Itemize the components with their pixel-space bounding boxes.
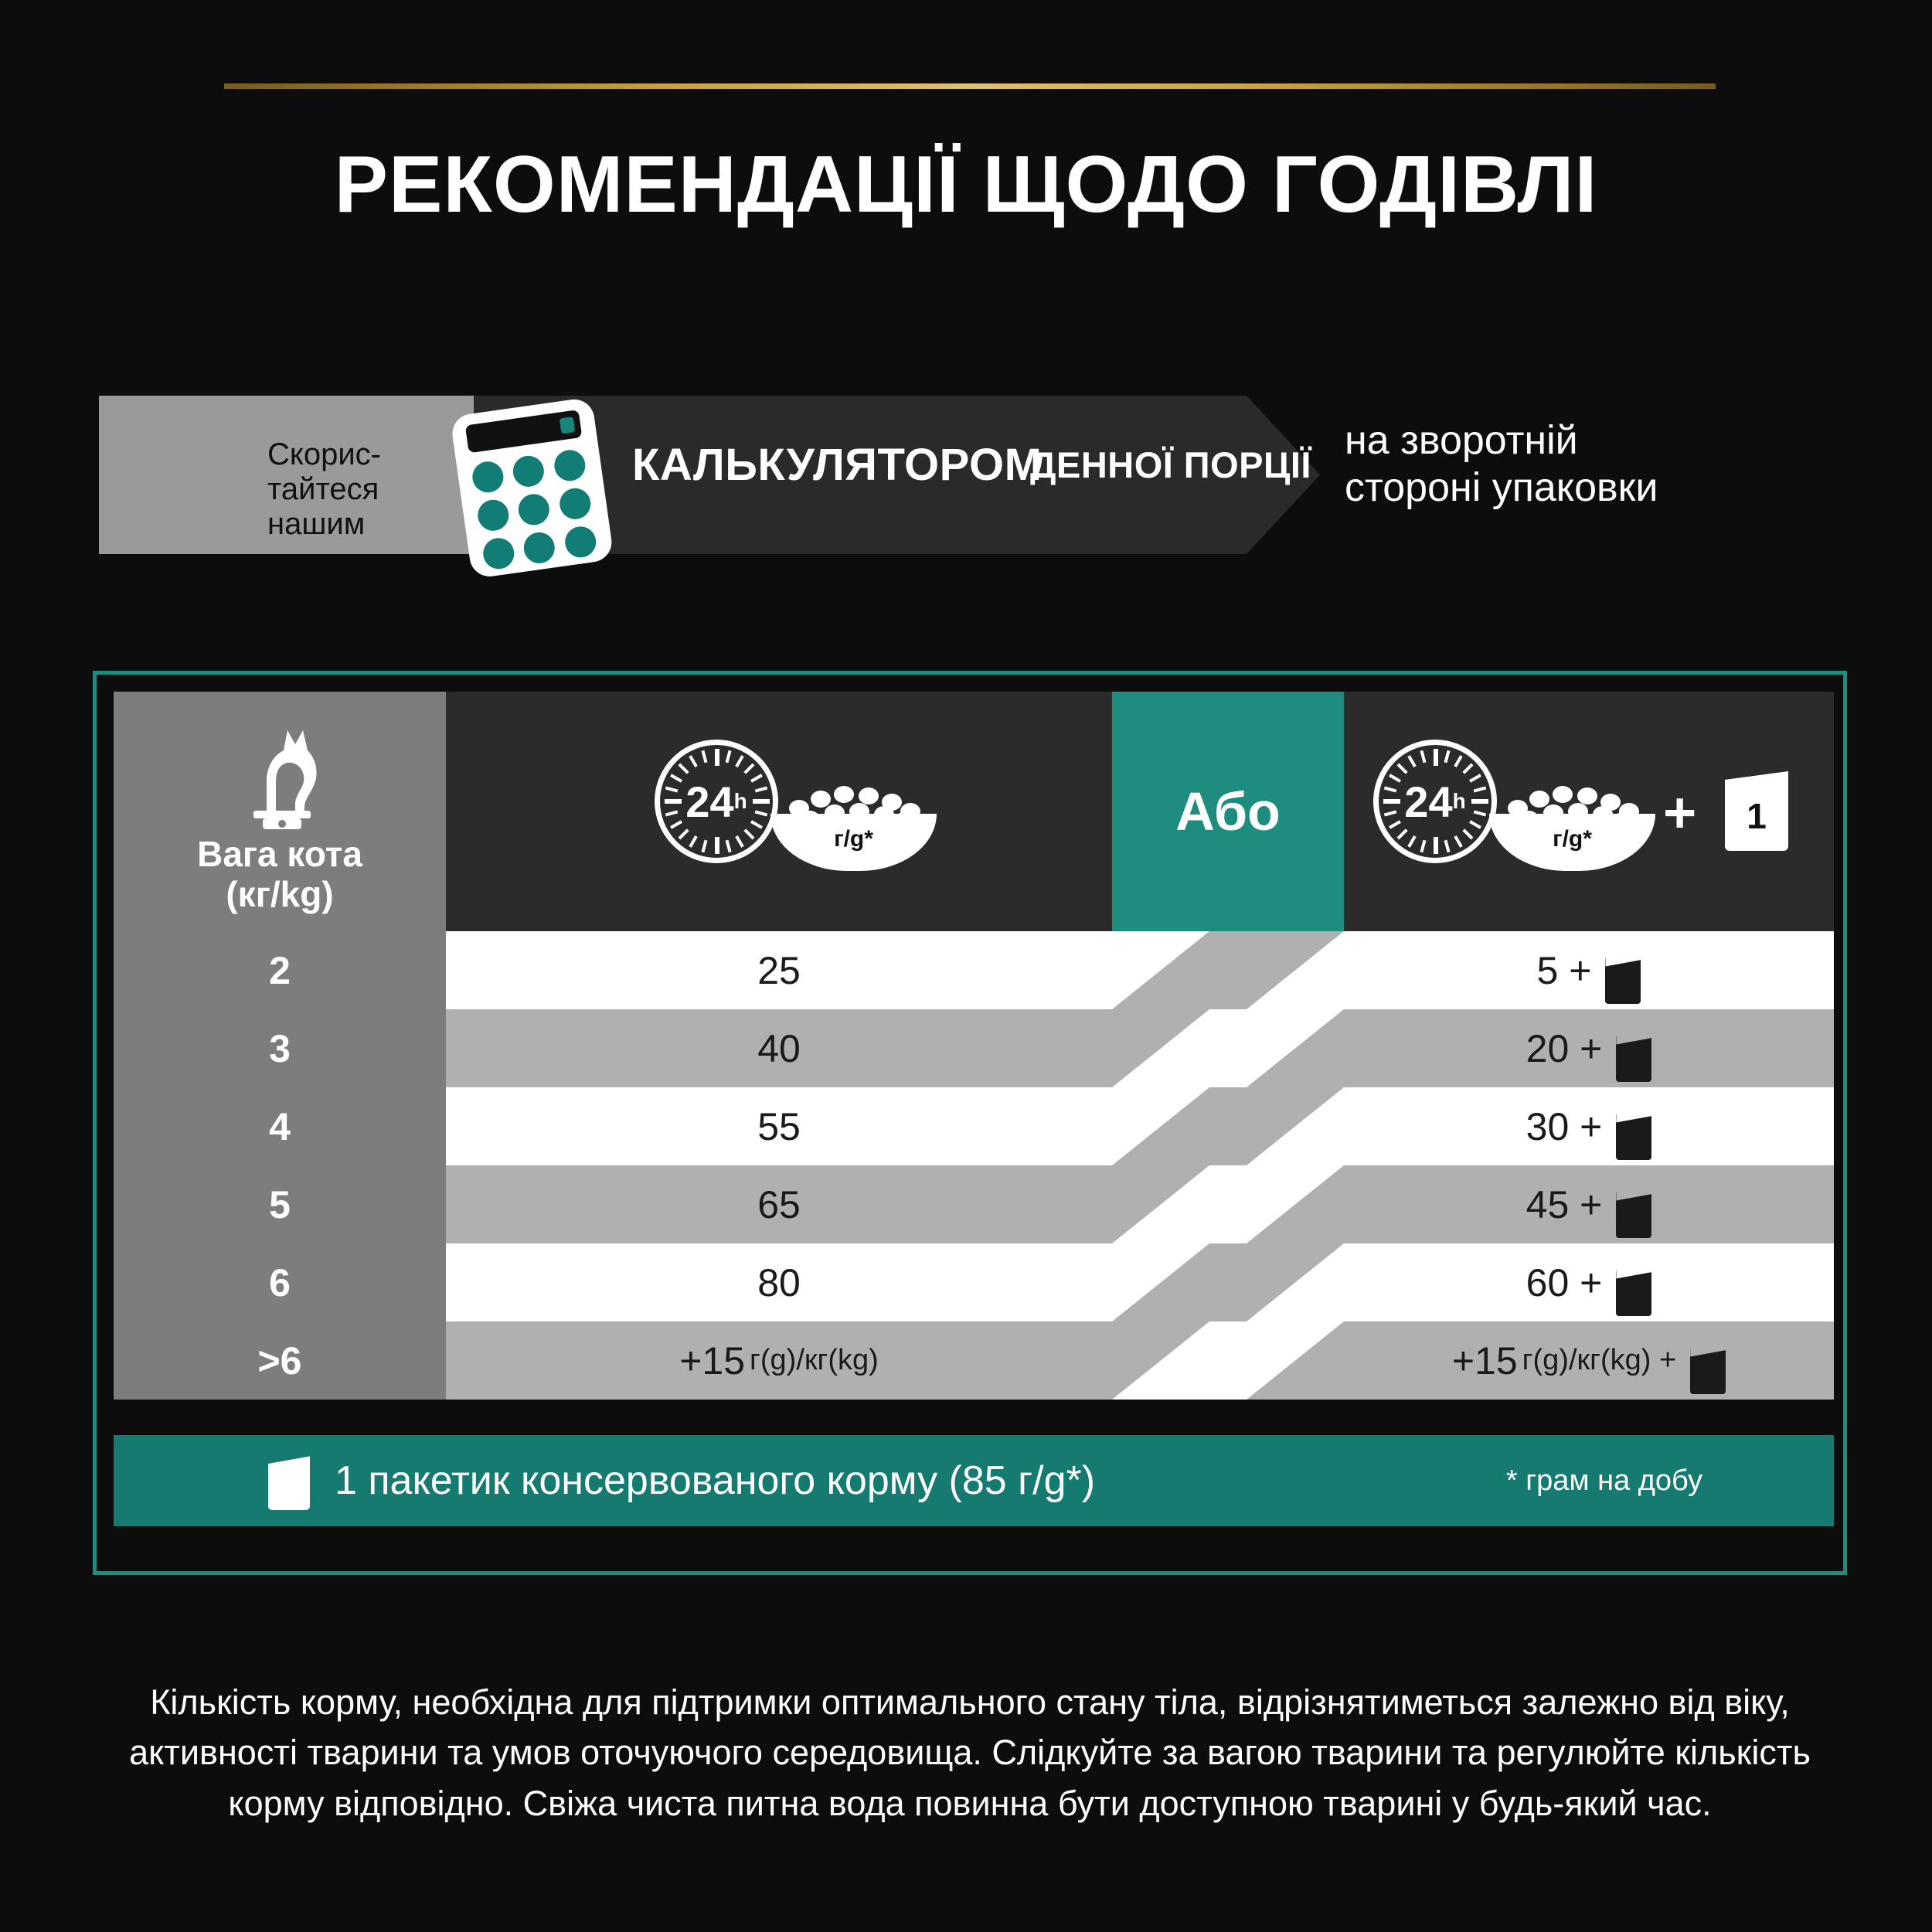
row-mix-amount: 45 + [1344, 1165, 1834, 1243]
table-row [114, 1087, 1834, 1165]
row-dry-amount: 80 [757, 1260, 801, 1304]
row-weight: >6 [114, 1321, 446, 1400]
calculator-banner [99, 396, 1320, 554]
food-bowl-icon [770, 780, 937, 871]
header-weight-label: Вага кота (кг/kg) [197, 834, 362, 914]
food-bowl-icon-2 [1489, 780, 1655, 871]
pouch-icon-small [1616, 1112, 1651, 1160]
calculator-icon [450, 395, 630, 581]
row-mix-amount: 5 + [1344, 931, 1834, 1009]
table-footer-bar [114, 1435, 1834, 1526]
table-row [114, 1165, 1834, 1243]
row-weight: 6 [114, 1243, 446, 1321]
bottom-note: Кількість корму, необхідна для підтримки оптимального стану тіла, відрізнятиметься залежно від віку, активності тварини та умов оточуючого середовища. Слідкуйте за вагою тварини та регулюйте кількість корму відповідно. Свіжа чиста питна вода повинна бути доступною тварині у будь-який час. [129, 1682, 1811, 1823]
row-mix-amount: +15 г(g)/кг(kg) + [1344, 1321, 1834, 1400]
clock-hours: 24 [685, 777, 734, 826]
footer-pouch-icon [268, 1451, 310, 1510]
row-dry-amount: 65 [757, 1182, 801, 1226]
gold-divider [224, 83, 1716, 89]
pouch-icon-small [1605, 956, 1641, 1004]
plus-icon: + [1663, 781, 1697, 845]
table-body [114, 931, 1834, 1403]
banner-word-calculator: КАЛЬКУЛЯТОРОМ [632, 440, 1043, 490]
row-mix-amount: 60 + [1344, 1243, 1834, 1321]
pouch-icon-small [1616, 1268, 1651, 1316]
banner-lead-text: Скорис- тайтеся нашим [267, 437, 381, 541]
bowl-unit-label-2: г/g* [1553, 826, 1592, 852]
feeding-table-card [93, 671, 1847, 1575]
row-dry-amount: 25 [757, 948, 801, 992]
pouch-icon [1725, 764, 1788, 851]
pouch-icon-small [1616, 1190, 1651, 1238]
row-weight: 3 [114, 1009, 446, 1087]
row-weight: 2 [114, 931, 446, 1009]
clock-unit-2: h [1452, 789, 1466, 813]
footer-text: 1 пакетик консервованого корму (85 г/g*) [335, 1458, 1096, 1503]
row-mix-amount: 30 + [1344, 1087, 1834, 1165]
table-header [114, 692, 1834, 931]
or-label: Або [1175, 781, 1281, 842]
row-dry-amount: 40 [757, 1026, 801, 1070]
pouch-icon-small [1690, 1346, 1726, 1394]
banner-tail-text: на зворотній стороні упаковки [1345, 418, 1658, 511]
table-row [114, 1243, 1834, 1321]
clock-unit: h [733, 789, 747, 813]
row-mix-amount: 20 + [1344, 1009, 1834, 1087]
pouch-count: 1 [1747, 796, 1767, 836]
cat-on-scale-icon [240, 724, 325, 832]
pouch-icon-small [1616, 1034, 1651, 1082]
clock-24h-icon-2 [1373, 740, 1497, 863]
page-title: РЕКОМЕНДАЦІЇ ЩОДО ГОДІВЛІ [334, 140, 1598, 230]
clock-hours-2: 24 [1404, 777, 1453, 826]
row-weight: 4 [114, 1087, 446, 1165]
footer-note: * грам на добу [1505, 1464, 1702, 1497]
row-dry-amount: 55 [757, 1104, 801, 1148]
table-row [114, 1321, 1834, 1400]
bowl-unit-label: г/g* [834, 826, 873, 852]
table-row [114, 931, 1834, 1009]
banner-word-daily-portion: ДЕННОЇ ПОРЦІЇ [1030, 444, 1311, 485]
clock-24h-icon [655, 740, 778, 863]
table-row [114, 1009, 1834, 1087]
row-weight: 5 [114, 1165, 446, 1243]
row-dry-amount: +15 г(g)/кг(kg) [679, 1338, 879, 1383]
